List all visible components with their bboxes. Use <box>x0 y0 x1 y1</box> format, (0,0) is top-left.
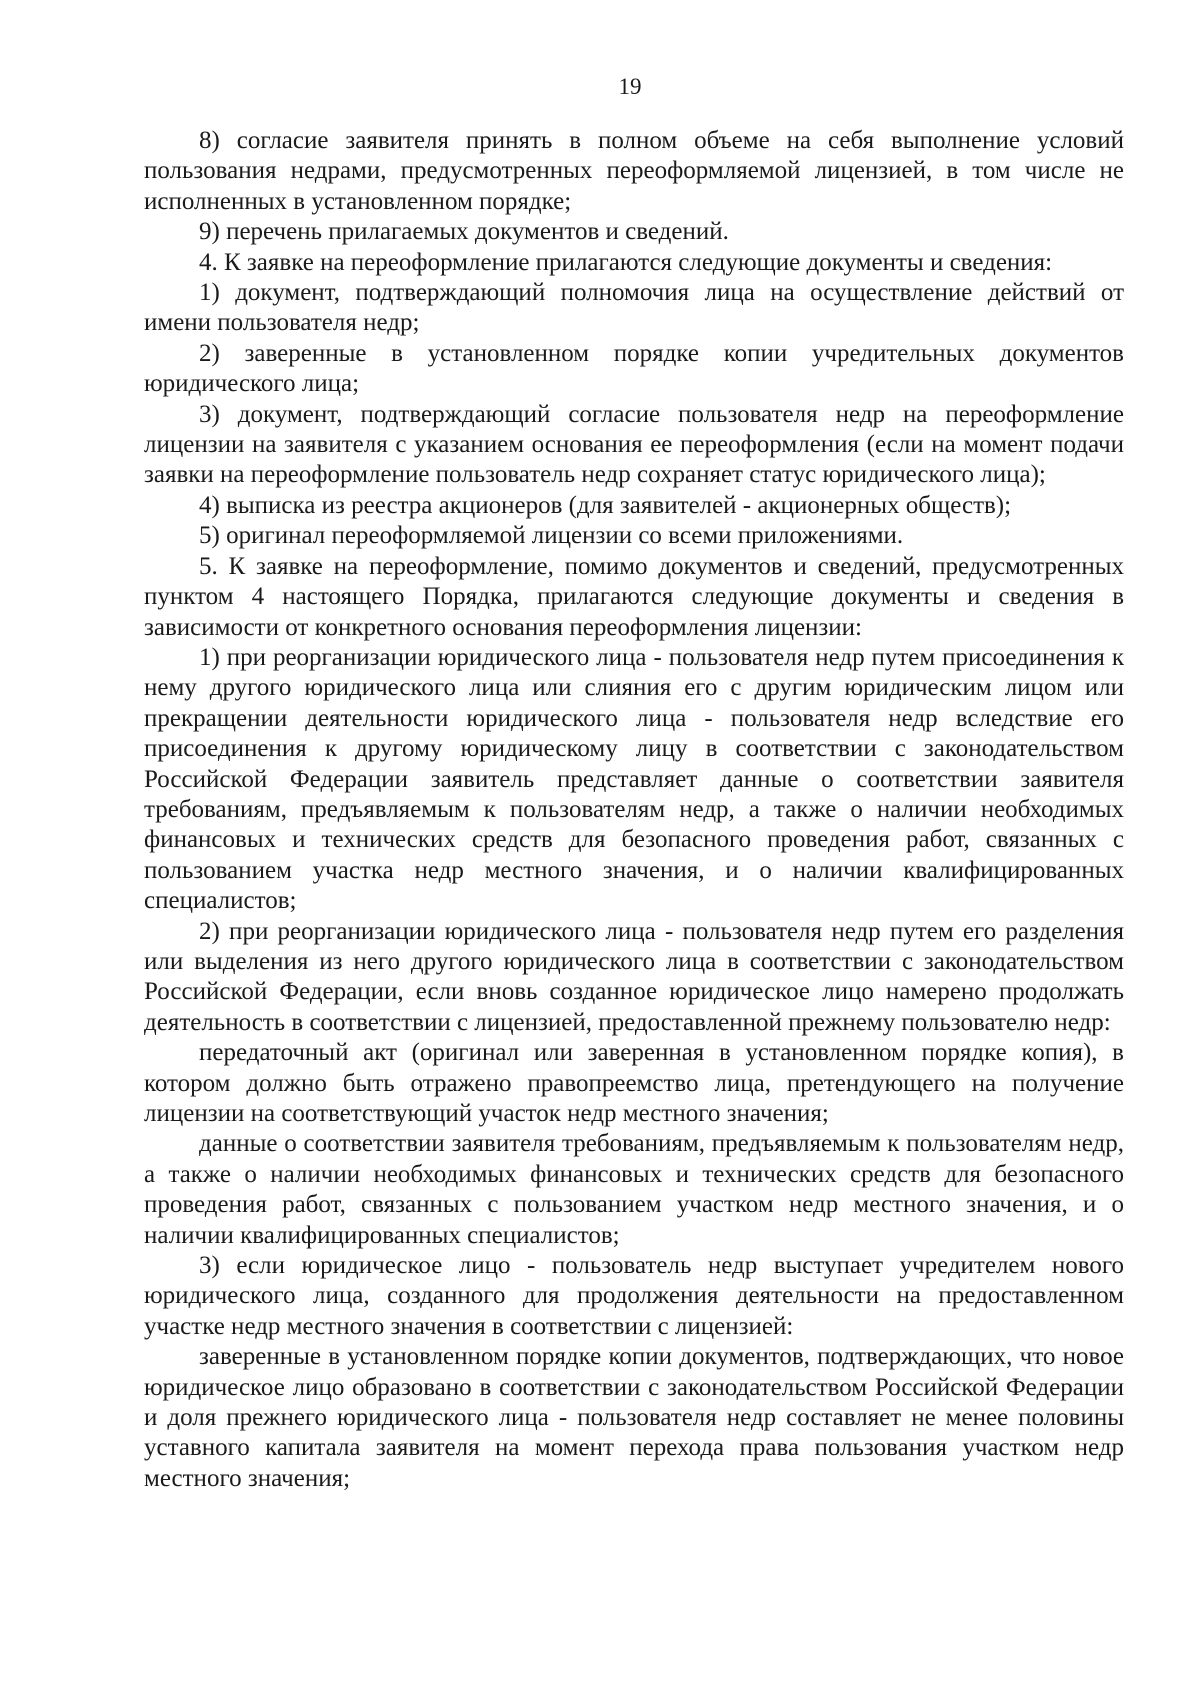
paragraph-item-9: 9) перечень прилагаемых документов и сведений. <box>199 218 729 246</box>
paragraph-transfer-act: передаточный акт (оригинал или заверенная в установленном порядке копия), в котором должно быть отражено правопреемство лица, претендующего на получение лицензии на соответствующий участок недр местного значения; <box>144 1039 1124 1127</box>
paragraph-applicant-data: данные о соответствии заявителя требованиям, предъявляемым к пользователям недр, а также о наличии необходимых финансовых и технических средств для безопасного проведения работ, связанных с пользованием участком недр местного значения, и о наличии квалифицированных специалистов; <box>144 1130 1124 1249</box>
paragraph-section-4: 4. К заявке на переоформление прилагаются следующие документы и сведения: <box>199 248 1053 276</box>
paragraph-section-5-item-1: 1) при реорганизации юридического лица - пользователя недр путем присоединения к нему другого юридического лица или слияния его с другим юридическим лицом или прекращении деятельности юридического лица - пользователя недр вследствие его присоединения к другому юридическому лицу в соответствии с законодательством Российской Федерации заявитель представляет данные о соответствии заявителя требованиям, предъявляемым к пользователям недр, а также о наличии необходимых финансовых и технических средств для безопасного проведения работ, связанных с пользованием участка недр местного значения, и о наличии квалифицированных специалистов; <box>144 643 1124 915</box>
paragraph-section-5: 5. К заявке на переоформление, помимо документов и сведений, предусмотренных пунктом 4 настоящего Порядка, прилагаются следующие документы и сведения в зависимости от конкретного основания переоформления лицензии: <box>144 552 1124 641</box>
paragraph-section-4-item-5: 5) оригинал переоформляемой лицензии со всеми приложениями. <box>199 522 904 550</box>
paragraph-section-4-item-2: 2) заверенные в установленном порядке копии учредительных документов юридического лица; <box>144 339 1124 398</box>
paragraph-section-4-item-1: 1) документ, подтверждающий полномочия лица на осуществление действий от имени пользователя недр; <box>144 279 1124 337</box>
paragraph-section-4-item-3: 3) документ, подтверждающий согласие пользователя недр на переоформление лицензии на заявителя с указанием основания ее переоформления (если на момент подачи заявки на переоформление пользователь недр сохраняет статус юридического лица); <box>144 400 1124 489</box>
paragraph-section-5-item-3: 3) если юридическое лицо - пользователь недр выступает учредителем нового юридического лица, созданного для продолжения деятельности на предоставленном участке недр местного значения в соответствии с лицензией: <box>144 1252 1124 1340</box>
paragraph-item-8: 8) согласие заявителя принять в полном объеме на себя выполнение условий пользования недрами, предусмотренных переоформляемой лицензией, в том числе не исполненных в установленном порядке; <box>144 127 1124 215</box>
paragraph-certified-copies: заверенные в установленном порядке копии документов, подтверждающих, что новое юридическое лицо образовано в соответствии с законодательством Российской Федерации и доля прежнего юридического лица - пользователя недр составляет не менее половины уставного капитала заявителя на момент перехода права пользования участком недр местного значения; <box>144 1343 1124 1492</box>
paragraph-section-5-item-2: 2) при реорганизации юридического лица - пользователя недр путем его разделения или выделения из него другого юридического лица в соответствии с законодательством Российской Федерации, если вновь созданное юридическое лицо намерено продолжать деятельность в соответствии с лицензией, предоставленной прежнему пользователю недр: <box>144 917 1124 1036</box>
document-body <box>144 126 1124 1494</box>
paragraph-section-4-item-4: 4) выписка из реестра акционеров (для заявителей - акционерных обществ); <box>199 491 1012 519</box>
page-number: 19 <box>618 74 642 99</box>
